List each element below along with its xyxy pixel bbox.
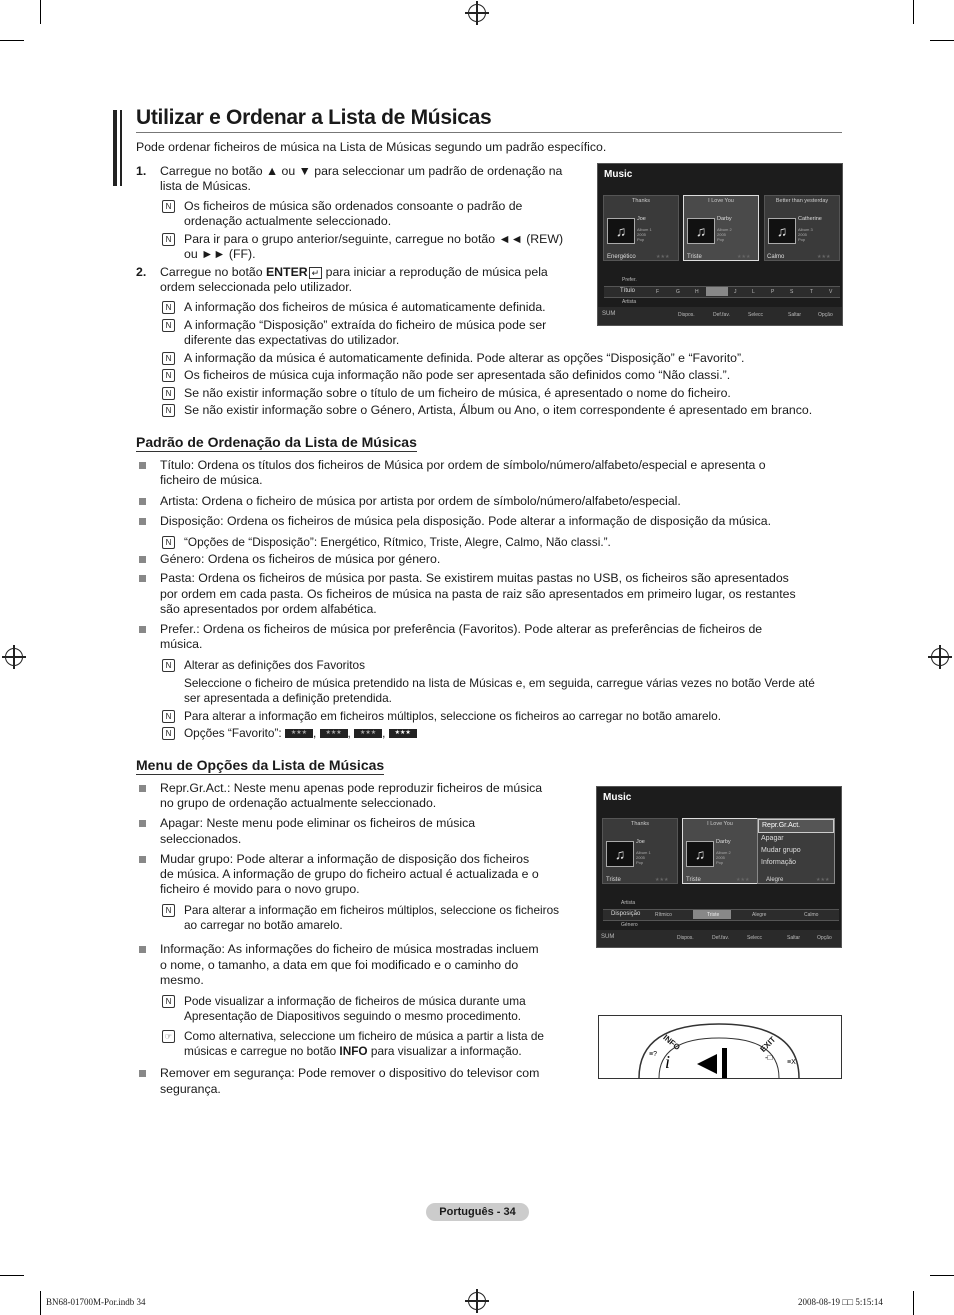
note-text: Apresentação de Diapositivos seguindo o mesmo procedimento. [184, 1009, 522, 1023]
note-text: A informação da música é automaticamente definida. Pode alterar as opções “Disposição” e “Favorito”. [184, 351, 745, 365]
legend-item: Saltar [788, 312, 802, 318]
music-card[interactable] [764, 195, 840, 261]
bullet-text: Título: Ordena os títulos dos ficheiros de Música por ordem de símbolo/número/alfabeto/especial e apresenta o [160, 458, 766, 472]
note-text: músicas e carregue no botão INFO para visualizar a informação. [184, 1044, 522, 1058]
bullet [139, 1070, 146, 1077]
note-text: Pode visualizar a informação de ficheiros de música durante uma [184, 994, 526, 1008]
bullet-text: Apagar: Neste menu pode eliminar os ficheiros de música [160, 816, 476, 830]
section-heading: Menu de Opções da Lista de Músicas [136, 757, 385, 773]
music-note-icon: ♫ [687, 218, 715, 244]
mood-label: Calmo [767, 254, 785, 260]
note-text: Opções “Favorito”: ★★★ , ★★★ , ★★★ , ★★★ [184, 726, 417, 742]
mood-label: Triste [686, 877, 701, 883]
card-title: Better than yesterday [775, 198, 829, 204]
note-text: Para alterar a informação em ficheiros múltiplos, seleccione os ficheiros ao carregar no botão amarelo. [184, 709, 722, 723]
card-meta: Album 2 2005 Pop [716, 850, 731, 865]
remote-buttons-icon [599, 1016, 841, 1078]
card-meta: Album 1 2005 Pop [636, 850, 651, 865]
note-text: Alterar as definições dos Favoritos [184, 658, 365, 672]
note-text: ser apresentada a definição pretendida. [184, 691, 392, 705]
music-note-icon: ♫ [607, 218, 635, 244]
star-rating: ★★★ [655, 877, 669, 883]
bullet-text: ficheiro é movido para o novo grupo. [160, 882, 360, 896]
svg-text:≡X: ≡X [787, 1059, 796, 1066]
note-icon: N [162, 995, 175, 1008]
step2-text: Carregue no botão ENTER ↵ para iniciar a reprodução de música pela [160, 265, 548, 279]
crop-mark [40, 1291, 41, 1315]
music-list-screen [597, 163, 843, 326]
note-icon: N [162, 404, 175, 417]
options-menu [757, 818, 835, 884]
music-card-selected[interactable] [683, 195, 759, 261]
bullet-text: de música. A informação de grupo do ficheiro actual é actualizada e o [160, 867, 539, 881]
step-number: 1. [136, 164, 147, 178]
note-text: Os ficheiros de música são ordenados consoante o padrão de [184, 199, 523, 213]
note-text: A informação “Disposição” extraída do ficheiro de música pode ser [184, 318, 547, 332]
note-text: Seleccione o ficheiro de música pretendido na lista de Músicas e, em seguida, carregue várias vezes no botão Verde até [184, 676, 815, 690]
svg-text:i: i [665, 1052, 671, 1072]
bullet [139, 785, 146, 792]
card-artist: Darby [716, 839, 731, 845]
info-key-label: INFO [661, 1032, 682, 1053]
star-rating: ★★★ [817, 254, 831, 260]
sort-letter: P [771, 289, 775, 295]
mood-label: Triste [687, 254, 702, 260]
bullet-text: Género: Ordena os ficheiros de música por género. [160, 552, 441, 566]
bullet-text: Repr.Gr.Act.: Neste menu apenas pode reproduzir ficheiros de música [160, 781, 543, 795]
note-text: ao carregar no botão amarelo. [184, 918, 343, 932]
note-text: Para alterar a informação em ficheiros múltiplos, seleccione os ficheiros [184, 903, 560, 917]
sort-option: Artista [621, 900, 636, 906]
note-icon: N [162, 233, 175, 246]
group-label: Calmo [804, 912, 819, 918]
bullet-text: segurança. [160, 1082, 221, 1096]
bullet-text: Informação: As informações do ficheiro de música mostradas incluem [160, 942, 539, 956]
music-card[interactable] [603, 195, 679, 261]
legend-item: Def.fav. [712, 935, 729, 941]
sort-letter: F [656, 289, 660, 295]
registration-mark-icon [931, 648, 949, 666]
mood-label: Energético [607, 254, 636, 260]
mood-label: Alegre [766, 877, 784, 883]
bullet [139, 518, 146, 525]
bullet-text: Artista: Ordena o ficheiro de música por artista por ordem de símbolo/número/alfabeto/especial. [160, 494, 681, 508]
bullet-text: Mudar grupo: Pode alterar a informação de disposição dos ficheiros [160, 852, 530, 866]
legend-item: Opção [817, 935, 832, 941]
note-icon: N [162, 904, 175, 917]
status-label: SUM [601, 934, 615, 940]
bullet-text: são apresentados por ordem alfabética. [160, 602, 377, 616]
page-number-badge: Português - 34 [426, 1203, 529, 1221]
note-text: Como alternativa, seleccione um ficheiro de música a partir a lista de [184, 1029, 544, 1043]
screen-header: Music [603, 792, 632, 803]
step1-text: Carregue no botão ▲ ou ▼ para seleccionar um padrão de ordenação na [160, 164, 563, 178]
card-artist: Joe [637, 216, 646, 222]
sort-letter: V [829, 289, 833, 295]
note-icon: N [162, 369, 175, 382]
group-label: Alegre [752, 912, 767, 918]
title-bar-decoration [120, 110, 122, 186]
bullet-text: mesmo. [160, 973, 204, 987]
legend-item: Dispos. [678, 312, 695, 318]
card-artist: Darby [717, 216, 732, 222]
crop-mark [930, 1275, 954, 1276]
star-rating: ★★★ [816, 877, 830, 883]
music-note-icon: ♫ [606, 841, 634, 867]
favorite-stars-1: ★★★ [320, 729, 348, 738]
bullet-text: Prefer.: Ordena os ficheiros de música por preferência (Favoritos). Pode alterar as preferências de ficheiros de [160, 622, 763, 636]
bullet [139, 556, 146, 563]
note-text: ou ►► (FF). [184, 247, 256, 261]
bullet-text: ficheiro de música. [160, 473, 263, 487]
bullet-text: no grupo de ordenação actualmente seleccionado. [160, 796, 437, 810]
step1-text: lista de Músicas. [160, 179, 251, 193]
note-icon: N [162, 319, 175, 332]
group-label: Rítmico [655, 912, 672, 918]
sort-letter: T [810, 289, 814, 295]
favorite-stars-3: ★★★ [389, 729, 417, 738]
sort-current: Disposição [611, 911, 641, 917]
svg-text:-□: -□ [765, 1053, 773, 1062]
bullet [139, 856, 146, 863]
note-icon: N [162, 301, 175, 314]
sort-letter: H [695, 289, 699, 295]
bullet-text: Remover em segurança: Pode remover o dispositivo do televisor com [160, 1066, 540, 1080]
music-options-screen [596, 786, 842, 948]
registration-mark-icon [5, 648, 23, 666]
sort-option: Género [621, 922, 638, 928]
card-artist: Joe [636, 839, 645, 845]
bullet [139, 575, 146, 582]
star-rating: ★★★ [736, 877, 750, 883]
bullet [139, 626, 146, 633]
sort-letter: L [752, 289, 755, 295]
note-text: Para ir para o grupo anterior/seguinte, carregue no botão ◄◄ (REW) [184, 232, 564, 246]
legend-item: Opção [818, 312, 833, 318]
sort-option: Prefer. [622, 277, 637, 283]
note-text: Se não existir informação sobre o Género, Artista, Álbum ou Ano, o item correspondente é apresentado em branco. [184, 403, 813, 417]
bullet [139, 946, 146, 953]
music-note-icon: ♫ [768, 218, 796, 244]
music-card[interactable] [602, 818, 678, 884]
note-icon: N [162, 387, 175, 400]
favorite-stars-2: ★★★ [354, 729, 382, 738]
menu-item-repr-gr-act[interactable]: Repr.Gr.Act. [758, 819, 834, 833]
crop-mark [930, 40, 954, 41]
sort-letter-highlight [706, 287, 728, 296]
title-bar-decoration [113, 110, 117, 186]
mood-label: Triste [606, 877, 621, 883]
crop-mark [913, 1291, 914, 1315]
note-text: A informação dos ficheiros de música é automaticamente definida. [184, 300, 546, 314]
title-rule [136, 132, 842, 133]
note-text: Os ficheiros de música cuja informação não pode ser apresentada são definidos como “Não classi.”. [184, 368, 731, 382]
crop-mark [0, 1275, 24, 1276]
card-meta: Album 3 2005 Pop [798, 227, 813, 242]
menu-item-informacao[interactable]: Informação [761, 859, 797, 866]
legend-item: Selecc [748, 312, 764, 318]
legend-item: Def.fav. [713, 312, 730, 318]
note-icon: N [162, 352, 175, 365]
crop-mark [40, 0, 41, 24]
exit-key-label: EXIT [758, 1035, 778, 1054]
bullet-text: música. [160, 637, 203, 651]
sort-letter: G [676, 289, 680, 295]
bullet-text: por ordem em cada pasta. Os ficheiros de música na pasta de raiz são apresentados em primeiro lugar, os restantes [160, 587, 796, 601]
step-number: 2. [136, 265, 147, 279]
star-rating: ★★★ [737, 254, 751, 260]
card-meta: Album 2 2005 Pop [717, 227, 732, 242]
bullet [139, 462, 146, 469]
menu-item-apagar[interactable]: Apagar [761, 835, 784, 842]
bullet [139, 498, 146, 505]
crop-mark [913, 0, 914, 24]
music-card-selected[interactable] [682, 818, 758, 884]
screen-header: Music [604, 169, 633, 180]
sort-option: Artista [622, 299, 637, 305]
legend-item: Dispos. [677, 935, 694, 941]
bullet-text: seleccionados. [160, 832, 242, 846]
note-text: “Opções de “Disposição”: Energético, Rítmico, Triste, Alegre, Calmo, Não classi.”. [184, 535, 611, 549]
star-rating: ★★★ [656, 254, 670, 260]
remote-control-illustration [598, 1015, 842, 1079]
note-icon: N [162, 536, 175, 549]
card-title: I Love You [708, 198, 734, 204]
section-heading: Padrão de Ordenação da Lista de Músicas [136, 434, 417, 450]
bullet-text: Pasta: Ordena os ficheiros de música por pasta. Se existirem muitas pastas no USB, os ficheiros são apresentados [160, 571, 789, 585]
card-meta: Album 1 2005 Pop [637, 227, 652, 242]
note-icon: N [162, 710, 175, 723]
group-label: Triste [707, 912, 720, 918]
bullet-text: o nome, o tamanho, a data em que foi modificado e o caminho do [160, 958, 519, 972]
enter-icon: ↵ [309, 267, 323, 279]
crop-mark [0, 40, 24, 41]
registration-mark-icon [468, 1292, 486, 1310]
legend-item: Saltar [787, 935, 801, 941]
page-title: Utilizar e Ordenar a Lista de Músicas [136, 106, 492, 129]
bullet-text: Disposição: Ordena os ficheiros de música pela disposição. Pode alterar a informação de disposição da música. [160, 514, 772, 528]
print-date: 2008-08-19 □□ 5:15:14 [798, 1297, 883, 1307]
note-text: ordenação actualmente seleccionado. [184, 214, 392, 228]
intro-text: Pode ordenar ficheiros de música na Lista de Músicas segundo um padrão específico. [136, 140, 607, 154]
note-icon: N [162, 727, 175, 740]
hand-note-icon: ☞ [162, 1030, 175, 1043]
card-title: Thanks [630, 821, 650, 827]
card-title: Thanks [631, 198, 651, 204]
music-note-icon: ♫ [686, 841, 714, 867]
card-artist: Catherine [798, 216, 822, 222]
note-text: Se não existir informação sobre o título de um ficheiro de música, é apresentado o nome do ficheiro. [184, 386, 731, 400]
status-label: SUM [602, 311, 616, 317]
favorite-stars-0: ★★★ [285, 729, 313, 738]
note-icon: N [162, 659, 175, 672]
svg-text:≡?: ≡? [649, 1051, 657, 1058]
bullet [139, 820, 146, 827]
note-text: diferente das expectativas do utilizador. [184, 333, 400, 347]
menu-item-mudar-grupo[interactable]: Mudar grupo [761, 847, 801, 854]
legend-item: Selecc [747, 935, 763, 941]
note-icon: N [162, 200, 175, 213]
registration-mark-icon [468, 4, 486, 22]
sort-letter: S [790, 289, 794, 295]
file-name: BN68-01700M-Por.indb 34 [46, 1297, 146, 1307]
step2-text: ordem seleccionada pelo utilizador. [160, 280, 353, 294]
sort-current: Título [620, 288, 636, 294]
card-title: I Love You [707, 821, 733, 827]
sort-letter: J [734, 289, 737, 295]
